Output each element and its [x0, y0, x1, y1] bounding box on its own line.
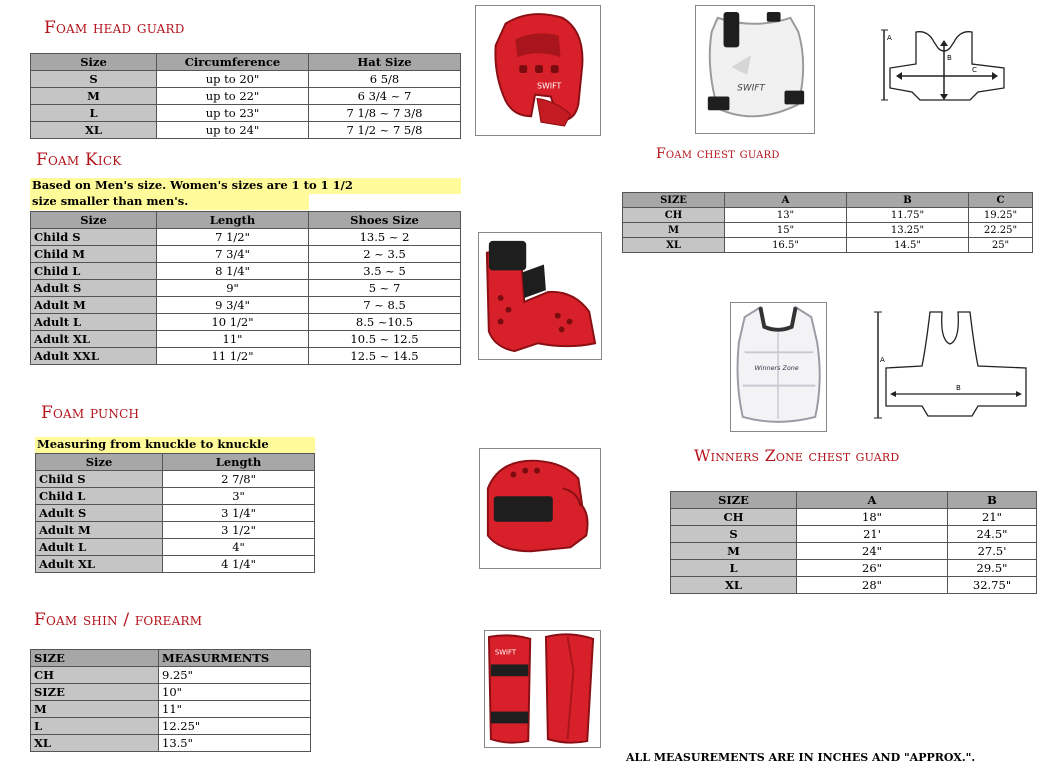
table-row	[623, 238, 1033, 253]
value-cell: 5 ~ 7	[309, 280, 461, 297]
size-cell: Child L	[36, 488, 163, 505]
size-cell: Adult XXL	[31, 348, 157, 365]
foam-shin-photo	[484, 630, 601, 748]
value-cell: 19.25"	[969, 208, 1033, 223]
value-cell: up to 22"	[157, 88, 309, 105]
table-row	[36, 471, 315, 488]
column-header: A	[797, 492, 948, 509]
value-cell: 25"	[969, 238, 1033, 253]
table-header-row	[31, 212, 461, 229]
shin-table	[30, 649, 311, 752]
table-header-row	[31, 54, 461, 71]
value-cell: 11"	[157, 331, 309, 348]
measurements-footnote: ALL MEASUREMENTS ARE IN INCHES AND "APPROX.".	[626, 751, 976, 764]
table-row	[31, 246, 461, 263]
winners-zone-table	[670, 491, 1037, 594]
value-cell: 7 1/8 ~ 7 3/8	[309, 105, 461, 122]
size-cell: SIZE	[31, 684, 159, 701]
table-header-row	[671, 492, 1037, 509]
kick-note-line2: size smaller than men's.	[30, 194, 309, 210]
table-row	[31, 297, 461, 314]
column-header: Size	[31, 54, 157, 71]
table-header-row	[36, 454, 315, 471]
table-row	[623, 208, 1033, 223]
size-cell: Child L	[31, 263, 157, 280]
value-cell: 12.5 ~ 14.5	[309, 348, 461, 365]
winners-zone-outline	[870, 306, 1030, 424]
column-header: Shoes Size	[309, 212, 461, 229]
punch-table	[35, 453, 315, 573]
table-row	[31, 735, 311, 752]
value-cell: 7 1/2"	[157, 229, 309, 246]
size-cell: Adult XL	[31, 331, 157, 348]
size-cell: Adult M	[36, 522, 163, 539]
foam-punch-photo	[479, 448, 601, 569]
table-row	[36, 488, 315, 505]
value-cell: 11"	[159, 701, 311, 718]
kick-note-line1: Based on Men's size. Women's sizes are 1 to 1 1/2	[30, 178, 461, 194]
table-row	[671, 543, 1037, 560]
swift-logo-text: SWIFT	[537, 81, 562, 91]
value-cell: 4 1/4"	[163, 556, 315, 573]
column-header: B	[847, 193, 969, 208]
column-header: MEASURMENTS	[159, 650, 311, 667]
chest-guard-title: Foam chest guard	[656, 146, 780, 162]
column-header: SIZE	[623, 193, 725, 208]
table-row	[31, 331, 461, 348]
table-header-row	[31, 650, 311, 667]
column-header: Length	[157, 212, 309, 229]
column-header: Hat Size	[309, 54, 461, 71]
winners-zone-image	[731, 303, 826, 431]
table-row	[31, 718, 311, 735]
table-row	[623, 223, 1033, 238]
table-row	[31, 348, 461, 365]
value-cell: 13"	[725, 208, 847, 223]
value-cell: 11 1/2"	[157, 348, 309, 365]
table-row	[36, 522, 315, 539]
size-cell: M	[31, 88, 157, 105]
value-cell: 8 1/4"	[157, 263, 309, 280]
table-row	[671, 577, 1037, 594]
value-cell: 13.25"	[847, 223, 969, 238]
table-row	[36, 556, 315, 573]
value-cell: 27.5'	[948, 543, 1037, 560]
head-guard-table	[30, 53, 461, 139]
table-row	[671, 560, 1037, 577]
column-header: C	[969, 193, 1033, 208]
value-cell: 3 1/4"	[163, 505, 315, 522]
table-row	[36, 539, 315, 556]
value-cell: 11.75"	[847, 208, 969, 223]
kick-title: Foam Kick	[36, 150, 122, 170]
size-cell: M	[671, 543, 797, 560]
table-row	[31, 88, 461, 105]
column-header: B	[948, 492, 1037, 509]
size-cell: XL	[671, 577, 797, 594]
value-cell: 22.25"	[969, 223, 1033, 238]
size-cell: Child S	[31, 229, 157, 246]
size-cell: CH	[623, 208, 725, 223]
size-cell: Adult XL	[36, 556, 163, 573]
column-header: Size	[36, 454, 163, 471]
size-cell: Adult S	[31, 280, 157, 297]
value-cell: 7 ~ 8.5	[309, 297, 461, 314]
size-cell: L	[31, 718, 159, 735]
size-cell: Adult L	[36, 539, 163, 556]
value-cell: 26"	[797, 560, 948, 577]
value-cell: 8.5 ~10.5	[309, 314, 461, 331]
size-cell: L	[31, 105, 157, 122]
column-header: A	[725, 193, 847, 208]
head-guard-image	[476, 6, 600, 135]
value-cell: 29.5"	[948, 560, 1037, 577]
value-cell: 3 1/2"	[163, 522, 315, 539]
head-guard-title: Foam head guard	[44, 18, 185, 38]
value-cell: 6 5/8	[309, 71, 461, 88]
size-cell: M	[31, 701, 159, 718]
foam-chest-guard-photo	[695, 5, 815, 134]
value-cell: 18"	[797, 509, 948, 526]
swift-logo-text: SWIFT	[494, 648, 517, 657]
size-cell: XL	[31, 735, 159, 752]
table-row	[31, 122, 461, 139]
value-cell: 2 7/8"	[163, 471, 315, 488]
table-row	[671, 509, 1037, 526]
size-cell: XL	[31, 122, 157, 139]
table-row	[671, 526, 1037, 543]
head-guard-photo	[475, 5, 601, 136]
foam-punch-image	[480, 449, 600, 568]
diagram-label-a: A	[887, 34, 892, 42]
diagram-label-b: B	[947, 54, 952, 62]
value-cell: 13.5"	[159, 735, 311, 752]
diagram-label-c: C	[972, 66, 977, 74]
value-cell: 7 3/4"	[157, 246, 309, 263]
size-cell: CH	[671, 509, 797, 526]
diagram-label-a: A	[880, 356, 885, 364]
foam-shin-image	[485, 631, 600, 747]
kick-table	[30, 211, 461, 365]
column-header: SIZE	[31, 650, 159, 667]
value-cell: 10.5 ~ 12.5	[309, 331, 461, 348]
value-cell: 3.5 ~ 5	[309, 263, 461, 280]
table-row	[31, 701, 311, 718]
value-cell: 10"	[159, 684, 311, 701]
punch-title: Foam punch	[41, 403, 140, 423]
size-cell: Adult M	[31, 297, 157, 314]
size-cell: M	[623, 223, 725, 238]
size-cell: S	[671, 526, 797, 543]
value-cell: 9 3/4"	[157, 297, 309, 314]
value-cell: 3"	[163, 488, 315, 505]
chest-guard-outline	[880, 24, 1010, 106]
column-header: Length	[163, 454, 315, 471]
value-cell: up to 23"	[157, 105, 309, 122]
column-header: SIZE	[671, 492, 797, 509]
swift-logo-text: SWIFT	[737, 83, 765, 94]
table-row	[31, 105, 461, 122]
winners-zone-diagram	[870, 306, 1030, 424]
table-row	[31, 314, 461, 331]
table-row	[31, 667, 311, 684]
chest-guard-table	[622, 192, 1033, 253]
value-cell: 24"	[797, 543, 948, 560]
value-cell: 6 3/4 ~ 7	[309, 88, 461, 105]
size-cell: S	[31, 71, 157, 88]
table-row	[31, 263, 461, 280]
foam-kick-image	[479, 233, 601, 359]
punch-note: Measuring from knuckle to knuckle	[35, 437, 315, 453]
value-cell: 15"	[725, 223, 847, 238]
shin-title: Foam shin / forearm	[34, 610, 203, 630]
value-cell: 7 1/2 ~ 7 5/8	[309, 122, 461, 139]
size-cell: CH	[31, 667, 159, 684]
value-cell: 28"	[797, 577, 948, 594]
value-cell: up to 20"	[157, 71, 309, 88]
column-header: Circumference	[157, 54, 309, 71]
table-row	[31, 71, 461, 88]
value-cell: 21'	[797, 526, 948, 543]
size-cell: Child M	[31, 246, 157, 263]
winners-zone-title: Winners Zone chest guard	[694, 446, 900, 465]
table-row	[31, 280, 461, 297]
table-row	[36, 505, 315, 522]
value-cell: 2 ~ 3.5	[309, 246, 461, 263]
value-cell: 13.5 ~ 2	[309, 229, 461, 246]
value-cell: 10 1/2"	[157, 314, 309, 331]
size-cell: L	[671, 560, 797, 577]
value-cell: 24.5"	[948, 526, 1037, 543]
diagram-label-b: B	[956, 384, 961, 392]
table-row	[31, 684, 311, 701]
winners-zone-logo-text: Winners Zone	[754, 364, 799, 372]
foam-chest-guard-diagram	[880, 24, 1010, 106]
winners-zone-photo	[730, 302, 827, 432]
foam-chest-guard-image	[696, 6, 814, 133]
table-row	[31, 229, 461, 246]
value-cell: 9"	[157, 280, 309, 297]
value-cell: 14.5"	[847, 238, 969, 253]
size-cell: Adult S	[36, 505, 163, 522]
value-cell: 32.75"	[948, 577, 1037, 594]
value-cell: 12.25"	[159, 718, 311, 735]
value-cell: 16.5"	[725, 238, 847, 253]
value-cell: 4"	[163, 539, 315, 556]
size-cell: Adult L	[31, 314, 157, 331]
value-cell: up to 24"	[157, 122, 309, 139]
value-cell: 9.25"	[159, 667, 311, 684]
column-header: Size	[31, 212, 157, 229]
size-cell: Child S	[36, 471, 163, 488]
foam-kick-photo	[478, 232, 602, 360]
size-cell: XL	[623, 238, 725, 253]
table-header-row	[623, 193, 1033, 208]
value-cell: 21"	[948, 509, 1037, 526]
